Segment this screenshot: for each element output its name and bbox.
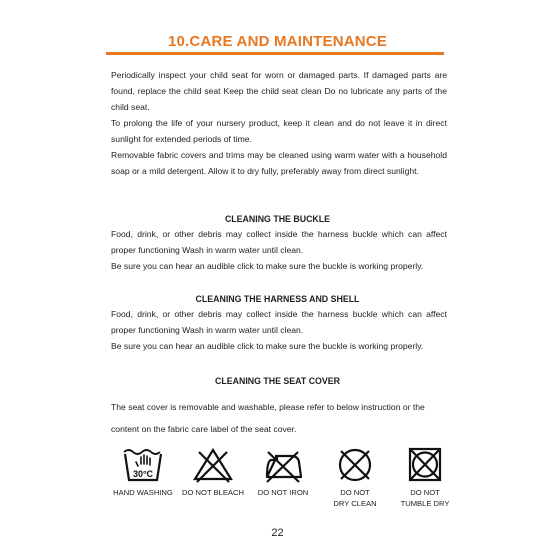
intro-text — [111, 67, 447, 179]
section-title: 10.CARE AND MAINTENANCE — [167, 33, 388, 50]
no-dry-clean-icon — [333, 444, 377, 484]
care-symbol-label: TUMBLE DRY — [400, 499, 450, 508]
no-bleach-icon — [191, 444, 235, 484]
care-symbol-no-iron — [246, 444, 320, 498]
title-underline — [106, 52, 444, 55]
harness-paragraph: Food, drink, or other debris may collect inside the harness buckle which can affect proper functioning Wash in warm water until clean. — [111, 309, 447, 335]
care-symbol-no-bleach — [176, 444, 250, 498]
intro-paragraph: Periodically inspect your child seat for worn or damaged parts. If damaged parts are found, replace the child seat Keep the child seat clean Do no lubricate any parts of the child seat. — [111, 70, 447, 112]
care-symbol-hand-wash — [106, 444, 180, 498]
care-symbol-label: DO NOT IRON — [257, 488, 309, 497]
harness-text — [111, 306, 447, 354]
no-tumble-dry-icon — [403, 444, 447, 484]
buckle-paragraph: Food, drink, or other debris may collect inside the harness buckle which can affect proper functioning Wash in warm water until clean. — [111, 229, 447, 255]
care-symbol-label: DO NOT — [340, 488, 370, 497]
intro-paragraph: Removable fabric covers and trims may be cleaned using warm water with a household soap or a mild detergent. Allow it to dry fully, preferably away from direct sunlight. — [111, 150, 447, 176]
care-symbol-no-tumble-dry — [388, 444, 462, 509]
care-symbol-label: DO NOT — [410, 488, 440, 497]
care-symbol-label: DO NOT BLEACH — [182, 488, 244, 497]
care-symbol-no-dry-clean — [318, 444, 392, 509]
buckle-heading: CLEANING THE BUCKLE — [224, 214, 331, 224]
page-number: 22 — [271, 527, 284, 539]
buckle-text — [111, 226, 447, 274]
seat-cover-heading: CLEANING THE SEAT COVER — [215, 376, 340, 386]
seat-cover-line: The seat cover is removable and washable, please refer to below instruction or the — [111, 402, 425, 412]
intro-paragraph: To prolong the life of your nursery product, keep it clean and do not leave it in direct sunlight for extended periods of time. — [111, 118, 447, 144]
care-symbols — [108, 444, 458, 524]
harness-heading: CLEANING THE HARNESS AND SHELL — [195, 294, 360, 304]
seat-cover-line: content on the fabric care label of the seat cover. — [111, 424, 297, 434]
care-symbol-label: DRY CLEAN — [333, 499, 377, 508]
buckle-paragraph: Be sure you can hear an audible click to make sure the buckle is working properly. — [111, 261, 424, 271]
hand-wash-icon — [121, 444, 165, 484]
wash-temperature: 30°C — [132, 469, 154, 479]
harness-paragraph: Be sure you can hear an audible click to make sure the buckle is working properly. — [111, 341, 424, 351]
no-iron-icon — [261, 444, 305, 484]
care-symbol-label: HAND WASHING — [113, 488, 173, 497]
